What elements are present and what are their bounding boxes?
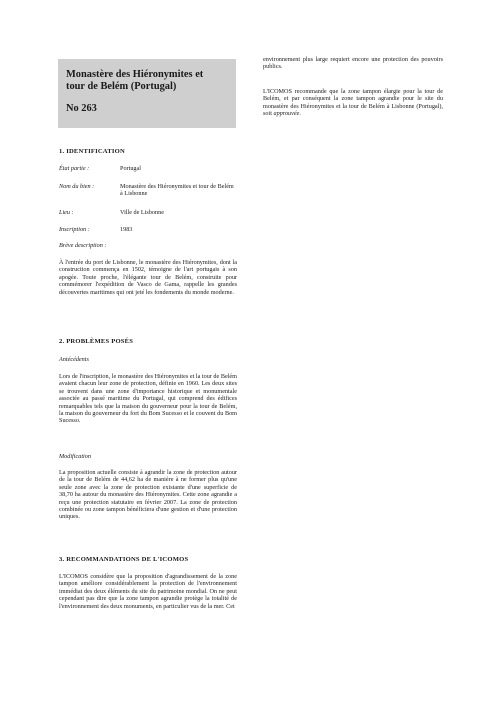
- id-key: Lieu :: [59, 209, 74, 216]
- id-key: Nom du bien :: [59, 183, 95, 190]
- title-line-2: tour de Belém (Portugal): [66, 81, 177, 92]
- id-value: Ville de Lisbonne: [120, 209, 164, 216]
- section-3-heading: 3. RECOMMANDATIONS DE L'ICOMOS: [59, 556, 189, 563]
- modification-label: Modification: [59, 453, 91, 460]
- brief-description-text: À l'entrée du port de Lisbonne, le monastère des Hiéronymites, dont la construction commença en 1502, témoigne de l'art portugais à son apogée. Toute proche, l'élégante tour de Belém, construite pour commémorer l'expédition de Vasco de Gama, rappelle les grandes découvertes maritimes qui ont jeté les fondements du monde moderne.: [59, 259, 237, 296]
- recommendation-text: [263, 88, 443, 118]
- document-title: [66, 69, 228, 93]
- brief-description-label: Brève description :: [59, 242, 107, 249]
- id-value: Portugal: [120, 165, 141, 172]
- recommendation-main: L'ICOMOS recommande que la zone tampon élargie pour la tour de Belém, et par conséquent la zone tampon agrandie pour le site du monastère des Hiéronymites et la tour de Belém à Lisbonne (Portugal), soit: [263, 88, 443, 118]
- id-key: État partie :: [59, 165, 90, 172]
- section-3-text: L'ICOMOS considère que la proposition d'agrandissement de la zone tampon améliore considérablement la protection de l'environnement immédiat des deux éléments du site du patrimoine mondial. On ne peut cependant pas dire que la zone tampon agrandie protège la totalité de l'environnement des deux monuments, en particulier vus de la mer. Cet: [59, 573, 237, 610]
- antecedents-label: Antécédents: [59, 356, 89, 363]
- id-key: Inscription :: [59, 226, 90, 233]
- id-value: Monastère des Hiéronymites et tour de Belém à Lisbonne: [120, 183, 234, 198]
- recommendation-end: .: [299, 110, 301, 118]
- title-box: [58, 59, 236, 128]
- recommendation-emphasis: approuvée: [273, 110, 300, 118]
- continuation-text: environnement plus large requiert encore une protection des pouvoirs publics.: [263, 56, 443, 71]
- id-value: 1983: [120, 226, 133, 233]
- title-line-1: Monastère des Hiéronymites et: [66, 69, 204, 80]
- modification-text: La proposition actuelle consiste à agrandir la zone de protection autour de la tour de Belém de 44,62 ha de manière à ne former plus qu'une seule zone avec la zone de protection existante d'une superficie de 38,70 ha autour du monastère des Hiéronymites. Cette zone agrandie a reçu une protection statutaire en février 2007. La zone de protection combinée ou zone tampon bénéficiera d'une gestion et d'une protection uniques.: [59, 469, 237, 521]
- antecedents-text: Lors de l'inscription, le monastère des Hiéronymites et la tour de Belém avaient chacun leur zone de protection, définie en 1960. Les deux sites se trouvent dans une zone d'importance historique et monumentale associée au passé maritime du Portugal, qui comprend des édifices remarquables tels que la maison du gouverneur pour la tour de Belém, la maison du gouverneur du fort du Bom Sucesso et le couvent du Bom Sucesso.: [59, 373, 237, 425]
- document-number: No 263: [66, 103, 97, 114]
- section-1-heading: 1. IDENTIFICATION: [59, 148, 125, 155]
- section-2-heading: 2. PROBLÈMES POSÉS: [59, 338, 134, 345]
